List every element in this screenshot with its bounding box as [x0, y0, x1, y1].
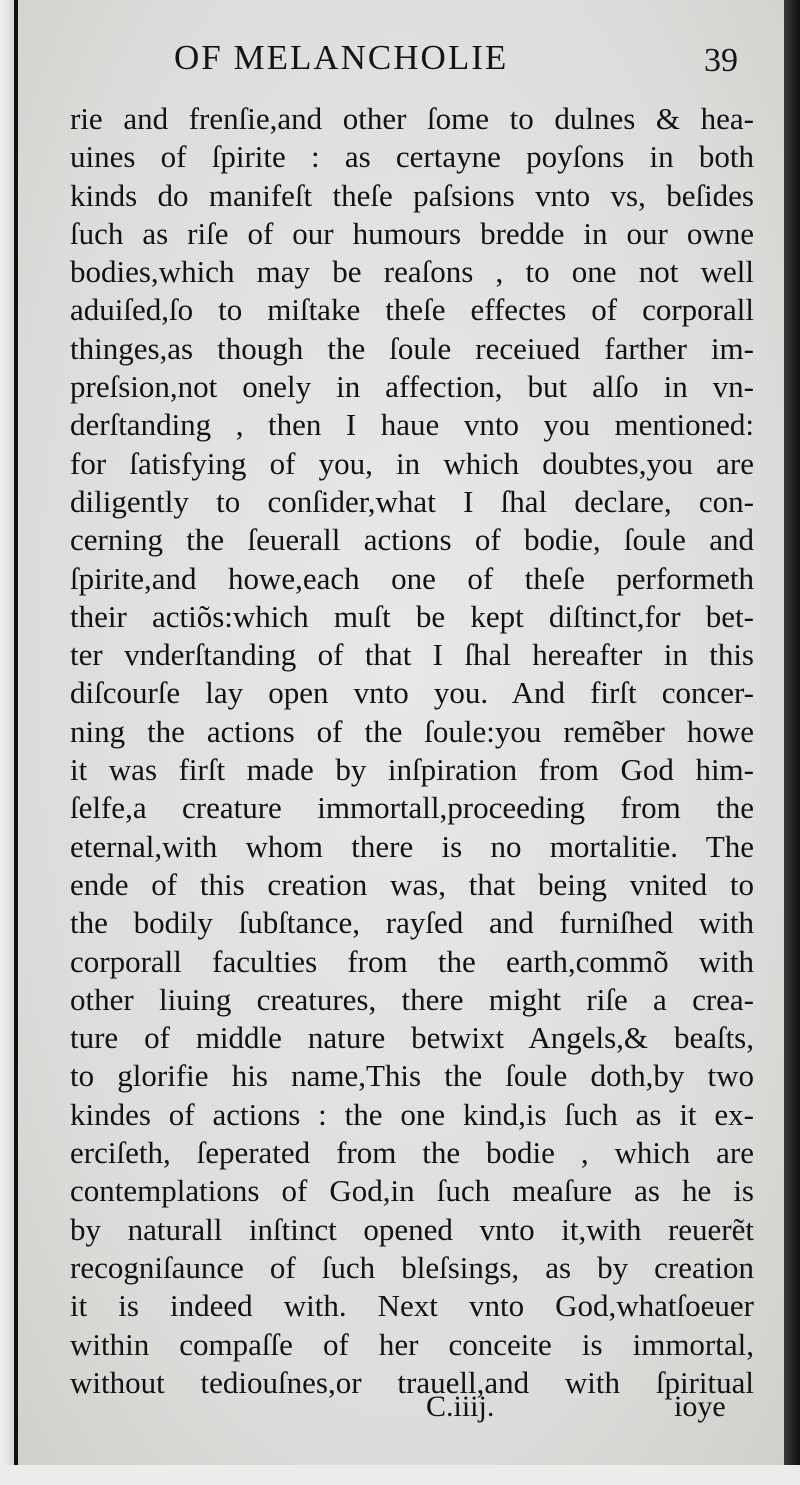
text-line: to glorifie his name,This the ſoule doth,by two	[70, 1058, 754, 1094]
text-line: preſsion,not onely in affection, but alſo in vn-	[70, 369, 754, 405]
text-line: ſpirite,and howe,each one of theſe performeth	[70, 560, 754, 596]
text-line: bodies,which may be reaſons , to one not well	[70, 254, 754, 290]
text-line: diligently to conſider,what I ſhal declare, con-	[70, 483, 754, 519]
body-text	[70, 100, 754, 1402]
text-line: ter vnderſtanding of that I ſhal hereafter in this	[70, 637, 754, 673]
text-line: ende of this creation was, that being vnited to	[70, 866, 754, 902]
running-head: OF MELANCHOLIE	[174, 38, 509, 77]
text-line: recogniſaunce of ſuch bleſsings, as by creation	[70, 1249, 754, 1285]
text-line: ture of middle nature betwixt Angels,& beaſts,	[70, 1020, 754, 1056]
text-line: thinges,as though the ſoule receiued farther im-	[70, 330, 754, 366]
text-line: the bodily ſubſtance, rayſed and furniſhed with	[70, 905, 754, 941]
text-line: ſuch as riſe of our humours bredde in our owne	[70, 215, 754, 251]
page-bottom-edge	[0, 1465, 800, 1485]
text-line: ſelfe,a creature immortall,proceeding from the	[70, 790, 754, 826]
page-left-margin-edge	[0, 0, 14, 1485]
text-line: diſcourſe lay open vnto you. And firſt concer-	[70, 675, 754, 711]
text-line: their actiõs:which muſt be kept diſtinct,for bet-	[70, 598, 754, 634]
text-line: corporall faculties from the earth,commõ with	[70, 943, 754, 979]
text-line: cerning the ſeuerall actions of bodie, ſoule and	[70, 522, 754, 558]
text-line: it was firſt made by inſpiration from God him-	[70, 752, 754, 788]
text-line: without tediouſnes,or trauell,and with ſpiritual	[70, 1364, 754, 1400]
page-number: 39	[704, 42, 738, 79]
page-gutter-shadow	[784, 0, 800, 1485]
text-line: aduiſed,ſo to miſtake theſe effectes of corporall	[70, 292, 754, 328]
text-line: it is indeed with. Next vnto God,whatſoeuer	[70, 1288, 754, 1324]
signature-mark: C.iiij.	[426, 1390, 495, 1423]
text-line: ning the actions of the ſoule:you remẽber howe	[70, 713, 754, 749]
catchword: ioye	[674, 1390, 726, 1423]
text-line: kinds do manifeſt theſe paſsions vnto vs, beſides	[70, 177, 754, 213]
page-footer	[14, 1390, 784, 1430]
text-line: rie and frenſie,and other ſome to dulnes & hea-	[70, 101, 754, 136]
text-line: within compaſſe of her conceite is immortal,	[70, 1326, 754, 1362]
text-line: derſtanding , then I haue vnto you mentioned:	[70, 407, 754, 443]
text-line: uines of ſpirite : as certayne poyſons in both	[70, 139, 754, 175]
text-line: contemplations of God,in ſuch meaſure as he is	[70, 1173, 754, 1209]
text-line: other liuing creatures, there might riſe a crea-	[70, 981, 754, 1017]
book-page	[14, 0, 784, 1465]
text-line: by naturall inſtinct opened vnto it,with reuerẽt	[70, 1211, 754, 1247]
text-line: erciſeth, ſeperated from the bodie , which are	[70, 1135, 754, 1171]
text-line: for ſatisfying of you, in which doubtes,you are	[70, 445, 754, 481]
text-line: eternal,with whom there is no mortalitie. The	[70, 828, 754, 864]
text-line: kindes of actions : the one kind,is ſuch as it ex-	[70, 1096, 754, 1132]
